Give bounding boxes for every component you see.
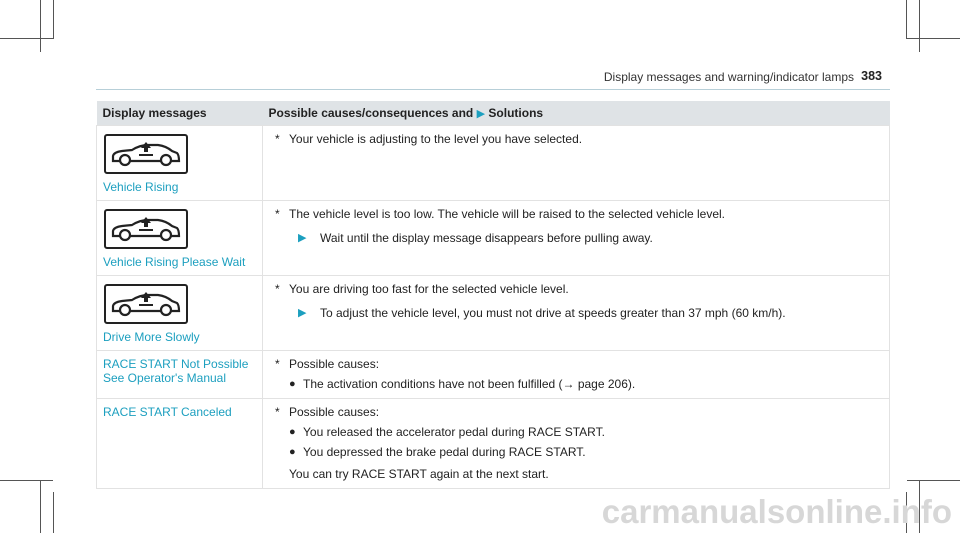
message-label: Vehicle Rising Please Wait	[103, 255, 246, 269]
crop-mark	[53, 492, 54, 533]
crop-mark	[40, 0, 41, 52]
message-label: Drive More Slowly	[103, 330, 200, 344]
page-number: 383	[861, 69, 882, 83]
bullet-text: You depressed the brake pedal during RACE START.	[303, 445, 586, 459]
cause-item: * You are driving too fast for the selected vehicle level.	[275, 282, 569, 296]
message-label: RACE START Canceled	[103, 405, 232, 419]
cause-item: * The vehicle level is too low. The vehicle will be raised to the selected vehicle level.	[275, 207, 726, 221]
bullet-icon: ●	[289, 426, 296, 438]
crop-mark	[40, 480, 41, 533]
table-row	[97, 276, 890, 351]
table-row	[97, 126, 890, 201]
col-header-solutions: Solutions	[488, 106, 544, 120]
display-messages-table	[96, 101, 890, 489]
message-cell	[97, 399, 263, 489]
solution-arrow-icon: ▶	[298, 307, 307, 319]
running-header: Display messages and warning/indicator lamps	[603, 70, 854, 84]
message-label: Vehicle Rising	[103, 180, 179, 194]
cause-cell	[263, 201, 890, 276]
cause-text: You are driving too fast for the selected vehicle level.	[289, 282, 569, 296]
message-cell	[97, 201, 263, 276]
cause-item: * Possible causes:	[275, 357, 380, 371]
crop-mark	[919, 0, 920, 52]
cause-cell	[263, 399, 890, 489]
table-row	[97, 399, 890, 489]
bullet-item	[289, 377, 883, 392]
cause-cell	[263, 276, 890, 351]
cause-text: Possible causes:	[289, 405, 380, 419]
crop-mark	[907, 38, 960, 39]
vehicle-rising-icon	[104, 209, 188, 249]
cause-cell	[263, 126, 890, 201]
solution-text: Wait until the display message disappears before pulling away.	[320, 231, 653, 245]
bullet-item	[289, 445, 883, 460]
vehicle-rising-icon	[104, 284, 188, 324]
watermark: carmanualsonline.info	[601, 493, 952, 530]
col-header-causes: Possible causes/consequences and	[268, 106, 474, 120]
col-header-display-messages: Display messages	[97, 101, 263, 126]
message-label: See Operator's Manual	[103, 371, 227, 385]
solution-item	[298, 231, 883, 246]
note-text: You can try RACE START again at the next start.	[289, 467, 549, 481]
crop-mark	[0, 480, 53, 481]
message-label: RACE START Not Possible	[103, 357, 249, 371]
cause-text: The vehicle level is too low. The vehicle will be raised to the selected vehicle level.	[289, 207, 726, 221]
bullet-text: The activation conditions have not been fulfilled (→ page 206).	[303, 377, 636, 391]
vehicle-rising-icon	[104, 134, 188, 174]
bullet-text: You released the accelerator pedal during RACE START.	[303, 425, 605, 439]
message-cell	[97, 351, 263, 399]
crop-mark	[907, 480, 960, 481]
table-row	[97, 351, 890, 399]
message-cell	[97, 126, 263, 201]
solution-arrow-icon: ▶	[298, 232, 307, 244]
cause-item: * Possible causes:	[275, 405, 380, 419]
bullet-icon: ●	[289, 378, 296, 390]
header-divider	[96, 89, 890, 90]
solution-item	[298, 306, 883, 321]
crop-mark	[0, 38, 53, 39]
col-header-causes-solutions	[263, 101, 890, 126]
cause-cell	[263, 351, 890, 399]
bullet-item	[289, 425, 883, 440]
table-row	[97, 201, 890, 276]
crop-mark	[53, 0, 54, 39]
cause-text: Possible causes:	[289, 357, 380, 371]
solution-text: To adjust the vehicle level, you must not drive at speeds greater than 37 mph (60 km/h).	[320, 306, 786, 320]
crop-mark	[906, 0, 907, 39]
solution-arrow-icon: ▶	[476, 108, 486, 120]
table-header-row	[97, 101, 890, 126]
bullet-icon: ●	[289, 446, 296, 458]
cause-item: * Your vehicle is adjusting to the level you have selected.	[275, 132, 583, 146]
message-cell	[97, 276, 263, 351]
cause-text: Your vehicle is adjusting to the level you have selected.	[289, 132, 583, 146]
